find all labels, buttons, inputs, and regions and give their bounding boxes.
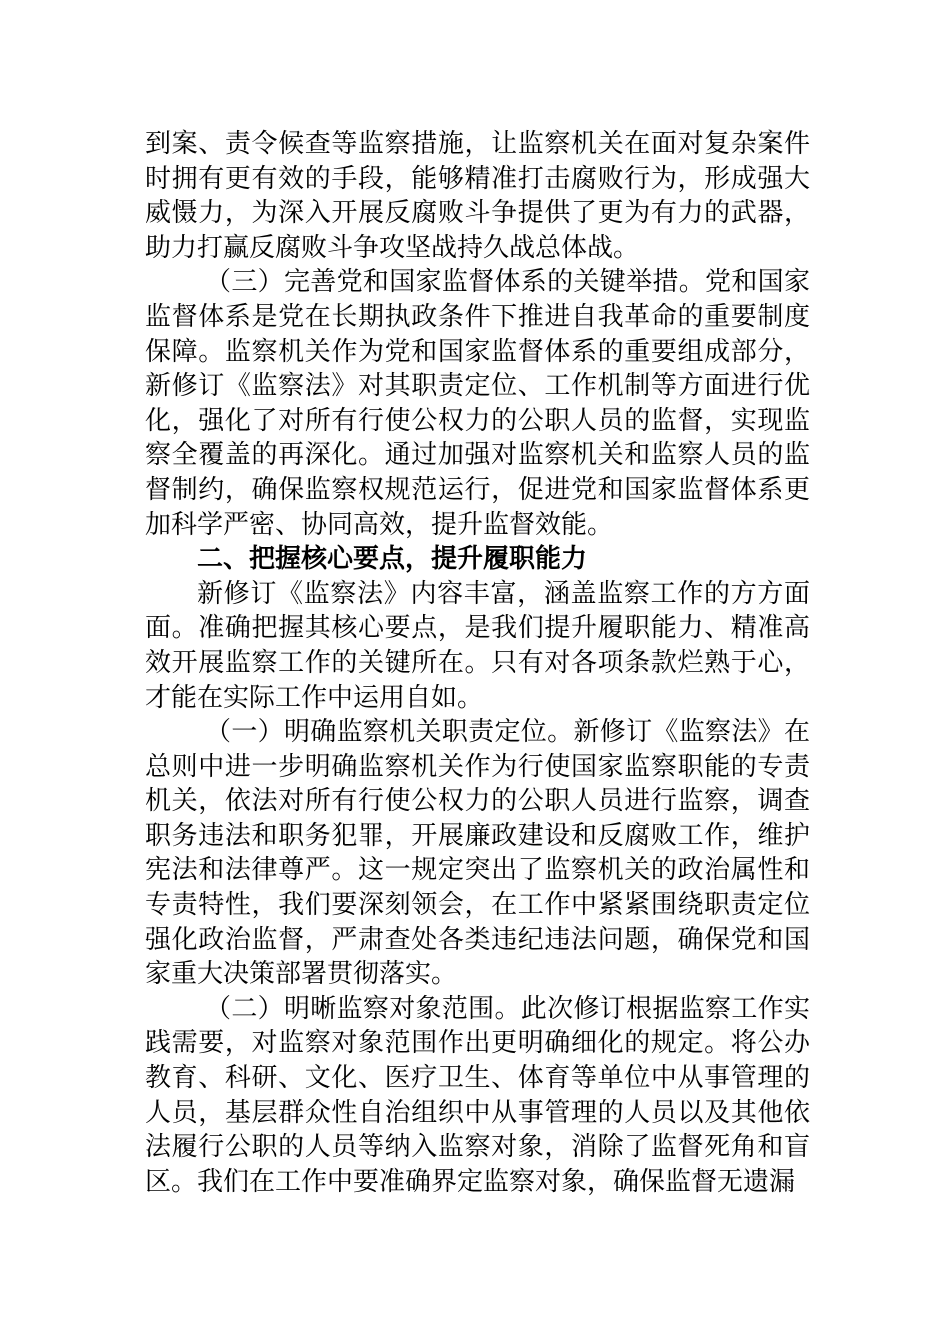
paragraph-supervision-system: （三）完善党和国家监督体系的关键举措。党和国家监督体系是党在长期执政条件下推进自我革命的重要制度保障。监察机关作为党和国家监督体系的重要组成部分，新修订《监察法》对其职责定位、工作机制等方面进行优化，强化了对所有行使公权力的公职人员的监督，实现监察全覆盖的再深化。通过加强对监察机关和监察人员的监督制约，确保监察权规范运行，促进党和国家监督体系更加科学严密、协同高效，提升监督效能。 — [145, 267, 810, 540]
section-heading-2: 二、把握核心要点，提升履职能力 — [197, 544, 588, 575]
document-body — [145, 127, 810, 1199]
paragraph-supervision-scope: （二）明晰监察对象范围。此次修订根据监察工作实践需要，对监察对象范围作出更明确细化的规定。将公办教育、科研、文化、医疗卫生、体育等单位中从事管理的人员，基层群众性自治组织中从事管理的人员以及其他依法履行公职的人员等纳入监察对象，消除了监督死角和盲区。我们在工作中要准确界定监察对象，确保监督无遗漏 — [145, 993, 810, 1197]
paragraph-duty-positioning: （一）明确监察机关职责定位。新修订《监察法》在总则中进一步明确监察机关作为行使国家监察职能的专责机关，依法对所有行使公权力的公职人员进行监察，调查职务违法和职务犯罪，开展廉政建设和反腐败工作，维护宪法和法律尊严。这一规定突出了监察机关的政治属性和专责特性，我们要深刻领会，在工作中紧紧围绕职责定位强化政治监督，严肃查处各类违纪违法问题，确保党和国家重大决策部署贯彻落实。 — [145, 717, 810, 990]
paragraph-continuation: 到案、责令候查等监察措施，让监察机关在面对复杂案件时拥有更有效的手段，能够精准打击腐败行为，形成强大威慑力，为深入开展反腐败斗争提供了更为有力的武器，助力打赢反腐败斗争攻坚战持久战总体战。 — [145, 129, 810, 263]
paragraph-section-intro: 新修订《监察法》内容丰富，涵盖监察工作的方方面面。准确把握其核心要点，是我们提升履职能力、精准高效开展监察工作的关键所在。只有对各项条款烂熟于心，才能在实际工作中运用自如。 — [145, 578, 810, 713]
